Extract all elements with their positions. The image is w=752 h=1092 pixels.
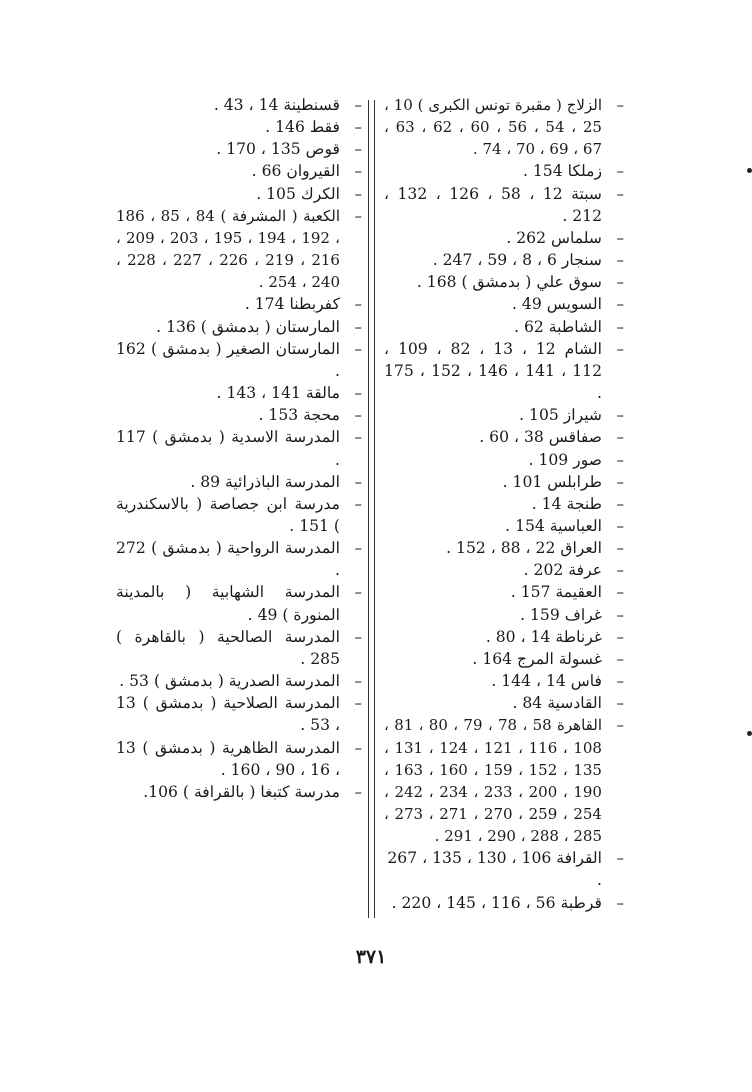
entry-text: كفربطنا 174 .: [244, 295, 340, 314]
entry-text: سلماس 262 .: [506, 228, 602, 247]
index-entry: [384, 183, 624, 227]
entry-dash: –: [354, 672, 362, 691]
entry-dash: –: [616, 428, 624, 447]
entry-dash: –: [354, 428, 362, 447]
entry-dash: –: [354, 583, 362, 602]
entry-dash: –: [616, 672, 624, 691]
entry-text: شيراز 105 .: [519, 406, 602, 425]
entry-dash: –: [354, 96, 362, 114]
entry-text: المدرسة الصالحية ( بالقاهرة ) 285 .: [116, 627, 340, 668]
entry-dash: –: [354, 118, 362, 137]
index-entry: [384, 426, 624, 448]
entry-dash: –: [616, 406, 624, 425]
index-entry: [116, 737, 362, 781]
entry-dash: –: [354, 539, 362, 558]
column-divider: [374, 100, 375, 918]
entry-dash: –: [354, 406, 362, 425]
entry-dash: –: [616, 317, 624, 336]
index-entry: [384, 626, 624, 648]
index-entry: [116, 338, 362, 382]
index-entry: [116, 471, 362, 493]
entry-dash: –: [354, 317, 362, 336]
index-entry: [384, 271, 624, 293]
index-entry: [384, 559, 624, 581]
entry-text: طرابلس 101 .: [502, 472, 602, 491]
index-entry: [384, 714, 624, 847]
entry-text: قسنطينة 14 ، 43 .: [213, 96, 340, 114]
index-entry: [116, 670, 362, 692]
index-entry: [116, 692, 362, 736]
entry-text: المدرسة الصلاحية ( بدمشق ) 13 ، 53 .: [116, 694, 340, 735]
index-entry: [116, 404, 362, 426]
index-entry: [116, 183, 362, 205]
index-entry: [116, 581, 362, 625]
index-entry: [384, 293, 624, 315]
entry-text: عرفة 202 .: [523, 561, 602, 580]
entry-text: المدرسة الشهابية ( بالمدينة المنورة ) 49 .: [116, 583, 340, 624]
index-entry: [116, 116, 362, 138]
entry-text: المدرسة الصدرية ( بدمشق ) 53 .: [119, 672, 340, 691]
index-entry: [384, 493, 624, 515]
index-entry: [384, 892, 624, 914]
entry-text: مدرسة كتبغا ( بالقرافة ) 106.: [143, 782, 340, 801]
column-divider: [368, 100, 369, 918]
entry-dash: –: [616, 494, 624, 513]
entry-text: المدرسة الرواحية ( بدمشق ) 272 .: [116, 539, 340, 580]
entry-text: فقط 146 .: [265, 118, 340, 137]
entry-text: صور 109 .: [528, 450, 602, 469]
entry-dash: –: [616, 583, 624, 602]
entry-text: القاهرة 58 ، 78 ، 79 ، 80 ، 81 ، 108 ، 116 ، 121 ، 124 ، 131 ، 135 ، 152 ، 159 ، 160 ، 163 ، 190 ، 200 ، 233 ، 234 ، 242 ، 254 ، 259 ، 270 ، 271 ، 273 ، 285 ، 288 ، 290 ، 291 .: [384, 716, 602, 846]
entry-dash: –: [354, 206, 362, 225]
entry-text: القادسية 84 .: [512, 694, 602, 713]
index-entry: [116, 537, 362, 581]
index-entry: [116, 781, 362, 803]
entry-dash: –: [616, 295, 624, 314]
entry-dash: –: [354, 694, 362, 713]
entry-text: المدرسة الظاهرية ( بدمشق ) 13 ، 16 ، 90 ، 160 .: [116, 738, 340, 779]
entry-text: الزلاج ( مقبرة تونس الكبرى ) 10 ، 25 ، 54 ، 56 ، 60 ، 62 ، 63 ، 67 ، 69 ، 70 ، 74 .: [384, 96, 602, 159]
entry-dash: –: [616, 539, 624, 558]
entry-dash: –: [354, 140, 362, 159]
entry-text: محجة 153 .: [258, 406, 340, 425]
entry-text: سنجار 6 ، 8 ، 59 ، 247 .: [432, 251, 602, 270]
entry-dash: –: [616, 273, 624, 292]
scan-speck: [747, 731, 752, 736]
index-entry: [116, 426, 362, 470]
entry-text: سبتة 12 ، 58 ، 126 ، 132 ، 212 .: [384, 184, 602, 225]
entry-dash: –: [616, 184, 624, 203]
entry-text: العباسية 154 .: [505, 516, 602, 535]
entry-text: فاس 14 ، 144 .: [491, 672, 602, 691]
entry-text: قرطبة 56 ، 116 ، 145 ، 220 .: [391, 893, 602, 912]
entry-dash: –: [616, 627, 624, 646]
entry-dash: –: [616, 605, 624, 624]
entry-dash: –: [616, 849, 624, 868]
entry-text: زملكا 154 .: [522, 162, 602, 181]
index-entry: [116, 138, 362, 160]
entry-dash: –: [354, 162, 362, 181]
index-entry: [384, 515, 624, 537]
index-entry: [384, 449, 624, 471]
entry-text: مدرسة ابن جصاصة ( بالاسكندرية ) 151 .: [116, 494, 340, 535]
entry-text: صفاقس 38 ، 60 .: [479, 428, 602, 447]
index-entry: [384, 537, 624, 559]
entry-dash: –: [616, 694, 624, 713]
entry-dash: –: [616, 251, 624, 270]
entry-dash: –: [616, 893, 624, 912]
index-entry: [384, 670, 624, 692]
entry-text: المارستان الصغير ( بدمشق ) 162 .: [116, 339, 340, 380]
entry-dash: –: [354, 738, 362, 757]
entry-dash: –: [354, 295, 362, 314]
index-entry: [116, 626, 362, 670]
entry-dash: –: [616, 472, 624, 491]
entry-dash: –: [354, 384, 362, 403]
index-entry: [384, 227, 624, 249]
entry-text: طنجة 14 .: [531, 494, 602, 513]
page-number: ٣٧١: [355, 946, 387, 968]
index-entry: [384, 404, 624, 426]
entry-text: الشاطبة 62 .: [514, 317, 602, 336]
entry-text: القرافة 106 ، 130 ، 135 ، 267 .: [387, 849, 602, 890]
index-entry: [116, 205, 362, 294]
index-entry: [116, 160, 362, 182]
index-entry: [116, 293, 362, 315]
index-entry: [384, 338, 624, 404]
entry-text: غرناطة 14 ، 80 .: [485, 627, 602, 646]
entry-text: القيروان 66 .: [251, 162, 340, 181]
entry-dash: –: [354, 494, 362, 513]
index-entry: [384, 847, 624, 891]
entry-text: الكرك 105 .: [256, 184, 340, 203]
entry-text: العراق 22 ، 88 ، 152 .: [446, 539, 602, 558]
entry-text: مالقة 141 ، 143 .: [216, 384, 340, 403]
index-entry: [384, 471, 624, 493]
index-entry: [384, 94, 624, 160]
entry-dash: –: [354, 339, 362, 358]
entry-text: سوق علي ( بدمشق ) 168 .: [416, 273, 602, 292]
index-column-right: [384, 94, 624, 914]
entry-text: المارستان ( بدمشق ) 136 .: [156, 317, 340, 336]
entry-dash: –: [616, 339, 624, 358]
index-entry: [116, 382, 362, 404]
entry-text: الشام 12 ، 13 ، 82 ، 109 ، 112 ، 141 ، 146 ، 152 ، 175 .: [384, 339, 603, 403]
entry-dash: –: [616, 516, 624, 535]
entry-text: الكعبة ( المشرفة ) 84 ، 85 ، 186 ، 192 ، 194 ، 195 ، 203 ، 209 ، 216 ، 219 ، 226 ، 227 ، 228 ، 240 ، 254 .: [116, 206, 340, 292]
entry-text: العقيمة 157 .: [510, 583, 602, 602]
index-entry: [116, 316, 362, 338]
entry-dash: –: [354, 184, 362, 203]
entry-dash: –: [354, 472, 362, 491]
index-entry: [384, 160, 624, 182]
entry-dash: –: [616, 162, 624, 181]
entry-dash: –: [354, 782, 362, 801]
index-entry: [384, 648, 624, 670]
entry-dash: –: [616, 228, 624, 247]
entry-text: غراف 159 .: [520, 605, 602, 624]
entry-text: غسولة المرج 164 .: [472, 649, 602, 668]
entry-dash: –: [354, 627, 362, 646]
index-entry: [116, 94, 362, 116]
entry-dash: –: [616, 649, 624, 668]
index-entry: [384, 581, 624, 603]
entry-text: قوص 135 ، 170 .: [216, 140, 340, 159]
entry-text: المدرسة الباذرائية 89 .: [190, 472, 340, 491]
entry-dash: –: [616, 716, 624, 735]
index-entry: [384, 249, 624, 271]
entry-dash: –: [616, 450, 624, 469]
entry-text: المدرسة الاسدية ( بدمشق ) 117 .: [116, 428, 340, 469]
index-entry: [384, 692, 624, 714]
index-column-left: [116, 94, 362, 803]
index-entry: [384, 604, 624, 626]
entry-dash: –: [616, 96, 624, 114]
index-entry: [384, 316, 624, 338]
scan-speck: [747, 168, 752, 173]
index-entry: [116, 493, 362, 537]
entry-text: السويس 49 .: [512, 295, 602, 314]
entry-dash: –: [616, 561, 624, 580]
